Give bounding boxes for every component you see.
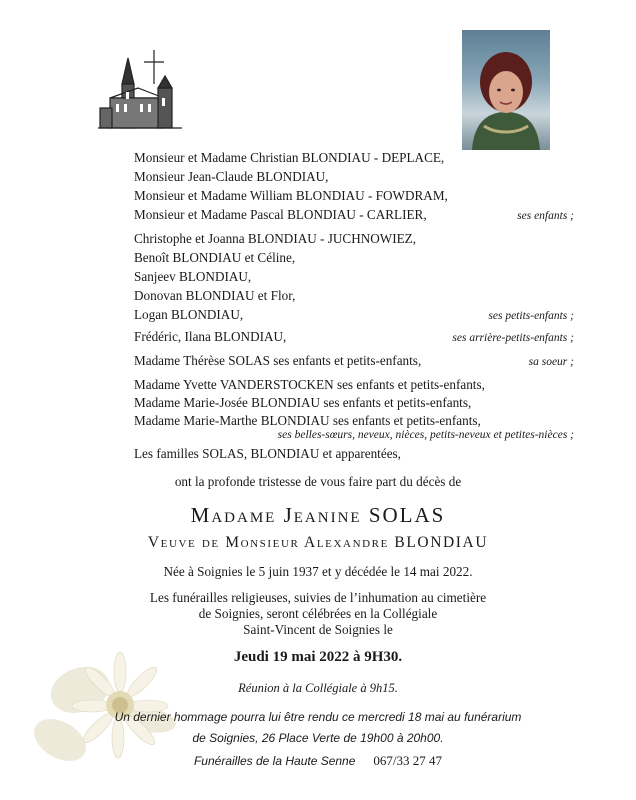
family-line: Donovan BLONDIAU et Flor,	[134, 288, 296, 303]
family-line: Christophe et Joanna BLONDIAU - JUCHNOWIEZ,	[134, 231, 417, 246]
birth-death: Née à Soignies le 5 juin 1937 et y décédée le 14 mai 2022.	[163, 564, 473, 579]
role-grandchildren: ses petits-enfants ;	[488, 310, 574, 322]
funeral-line-3: Saint-Vincent de Soignies le	[243, 622, 393, 637]
funeral-date: Jeudi 19 mai 2022 à 9H30.	[233, 649, 403, 665]
funeral-home-phone: 067/33 27 47	[373, 753, 443, 768]
family-line: Madame Marie-Marthe BLONDIAU ses enfants et petits-enfants,	[134, 413, 481, 428]
family-line: Benoît BLONDIAU et Céline,	[134, 250, 296, 265]
deceased-name: Madame Jeanine SOLAS	[190, 503, 446, 527]
portrait-photo	[462, 30, 550, 150]
role-sister: sa soeur ;	[528, 356, 574, 368]
announcement: ont la profonde tristesse de vous faire part du décès de	[174, 474, 462, 489]
family-line: Monsieur et Madame William BLONDIAU - FOWDRAM,	[134, 188, 448, 203]
role-children: ses enfants ;	[517, 210, 574, 222]
family-line: Madame Marie-Josée BLONDIAU ses enfants et petits-enfants,	[134, 395, 472, 410]
family-line: Logan BLONDIAU,	[134, 307, 244, 322]
funeral-line-2: de Soignies, seront célébrées en la Collégiale	[198, 606, 438, 621]
family-line: Monsieur Jean-Claude BLONDIAU,	[134, 169, 329, 184]
hommage-line-1: Un dernier hommage pourra lui être rendu ce mercredi 18 mai au funérarium	[114, 710, 522, 724]
funeral-home	[0, 752, 636, 770]
family-line: Monsieur et Madame Pascal BLONDIAU - CARLIER,	[134, 207, 427, 222]
funeral-line-1: Les funérailles religieuses, suivies de l’inhumation au cimetière	[149, 590, 487, 605]
family-line: Les familles SOLAS, BLONDIAU et apparentées,	[134, 446, 401, 461]
hommage-line-2: de Soignies, 26 Place Verte de 19h00 à 20h00.	[192, 731, 444, 745]
family-line: Madame Yvette VANDERSTOCKEN ses enfants et petits-enfants,	[134, 377, 485, 392]
family-line: Frédéric, Ilana BLONDIAU,	[134, 329, 287, 344]
family-line: Madame Thérèse SOLAS ses enfants et petits-enfants,	[134, 353, 422, 368]
widow-of: Veuve de Monsieur Alexandre BLONDIAU	[147, 534, 489, 551]
family-line: Monsieur et Madame Christian BLONDIAU - DEPLACE,	[134, 150, 445, 165]
meeting-info: Réunion à la Collégiale à 9h15.	[238, 681, 398, 695]
family-line: Sanjeev BLONDIAU,	[134, 269, 252, 284]
church-illustration	[98, 48, 182, 132]
role-great-grandchildren: ses arrière-petits-enfants ;	[452, 332, 574, 344]
funeral-home-name: Funérailles de la Haute Senne	[193, 754, 356, 768]
role-in-laws: ses belles-sœurs, neveux, nièces, petits-neveux et petites-nièces ;	[277, 429, 574, 441]
